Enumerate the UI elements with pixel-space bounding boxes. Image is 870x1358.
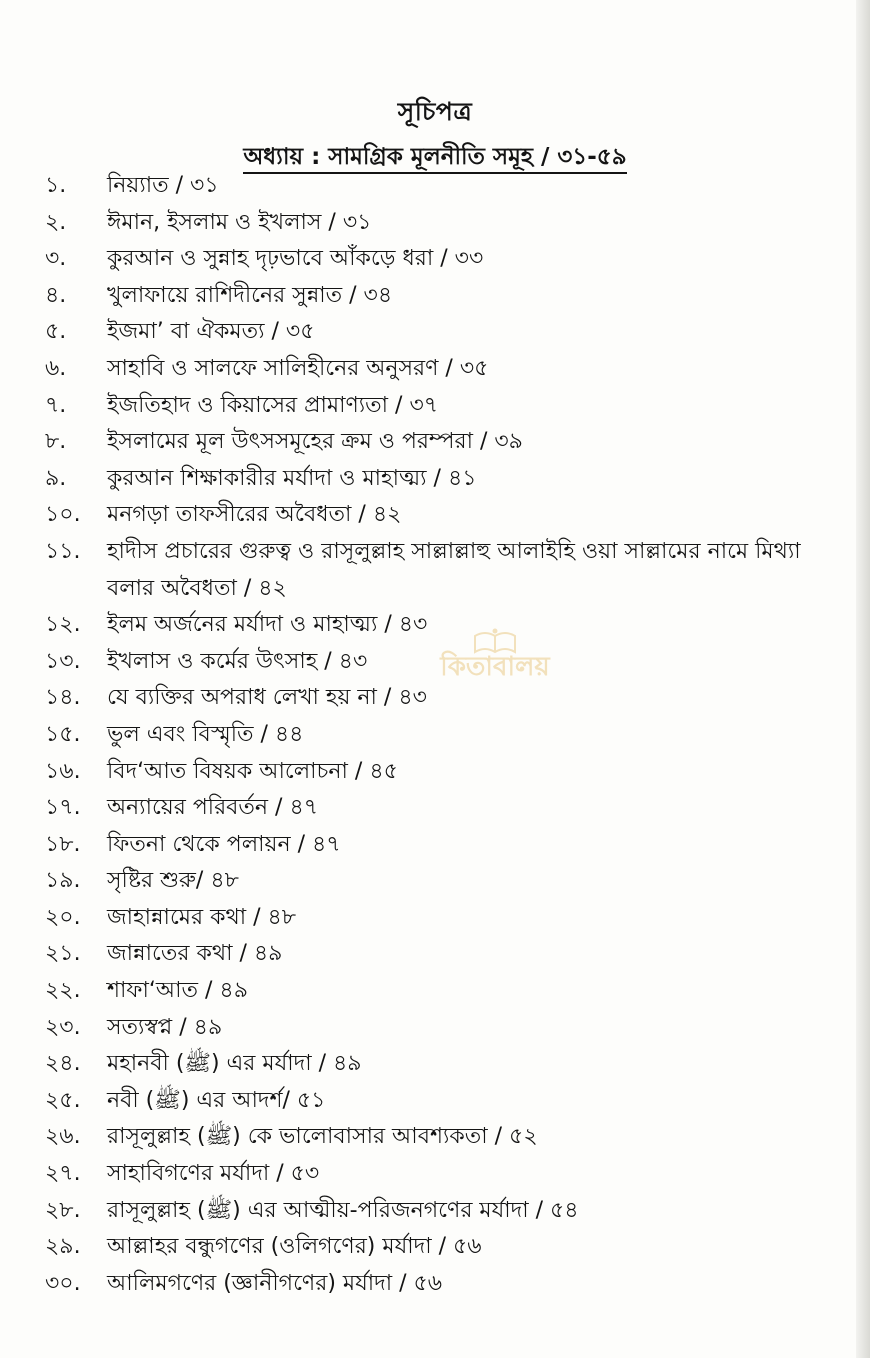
entry-title: ইখলাস ও কর্মের উৎসাহ / ৪৩ [107,648,368,674]
toc-entry [0,973,870,1010]
entry-number: ৪. [45,282,67,308]
entry-title: জাহান্নামের কথা / ৪৮ [107,904,297,930]
entry-number: ৩. [45,246,67,272]
entry-title: ইজতিহাদ ও কিয়াসের প্রামাণ্যতা / ৩৭ [107,392,439,418]
entry-title: যে ব্যক্তির অপরাধ লেখা হয় না / ৪৩ [107,685,427,711]
entry-number: ৫. [45,319,67,345]
toc-entry [0,936,870,973]
toc-entry [0,1156,870,1193]
entry-title: বিদ‘আত বিষয়ক আলোচনা / ৪৫ [107,758,398,784]
entry-number: ২৯. [45,1234,81,1260]
toc-entry [0,1119,870,1156]
entry-number: ১৪. [45,685,81,711]
toc-entry [0,241,870,278]
entry-title: মনগড়া তাফসীরের অবৈধতা / ৪২ [107,502,402,528]
entry-number: ২. [45,209,67,235]
entry-number: ২০. [45,904,81,930]
toc-entry [0,1229,870,1266]
entry-number: ১৬. [45,758,81,784]
toc-entry [0,278,870,315]
toc-entry [0,497,870,534]
entry-number: ১. [45,173,67,198]
entry-title: রাসূলুল্লাহ (ﷺ) এর আত্মীয়-পরিজনগণের মর্যাদা / ৫৪ [107,1197,579,1223]
entry-title: ভুল এবং বিস্মৃতি / ৪৪ [107,721,304,747]
toc-entry [0,1083,870,1120]
entry-number: ৯. [45,465,67,491]
entry-number: ২৫. [45,1087,81,1113]
toc-entry [0,790,870,827]
entry-title: শাফা‘আত / ৪৯ [107,978,248,1004]
toc-entry [0,1266,870,1303]
entry-title: নবী (ﷺ) এর আদর্শ/ ৫১ [107,1087,326,1113]
entry-number: ২৮. [45,1197,81,1223]
watermark-text: কিতাবালয় [440,652,550,682]
entry-title: ফিতনা থেকে পলায়ন / ৪৭ [107,831,341,857]
toc-entry [0,827,870,864]
toc-entry [0,351,870,388]
table-of-contents [0,168,870,1302]
toc-entry [0,863,870,900]
entry-title: রাসূলুল্লাহ (ﷺ) কে ভালোবাসার আবশ্যকতা / ৫২ [107,1124,538,1150]
entry-title: ইজমা’ বা ঐকমত্য / ৩৫ [107,319,315,345]
entry-title: জান্নাতের কথা / ৪৯ [107,941,283,967]
entry-title: আলিমগণের (জ্ঞানীগণের) মর্যাদা / ৫৬ [107,1270,443,1296]
entry-number: ১৫. [45,721,81,747]
entry-number: ৩০. [45,1270,81,1296]
entry-title: সাহাবিগণের মর্যাদা / ৫৩ [107,1161,320,1187]
entry-title: ইসলামের মূল উৎসসমূহের ক্রম ও পরম্পরা / ৩৯ [107,429,523,455]
entry-title: অন্যায়ের পরিবর্তন / ৪৭ [107,795,319,821]
entry-title: ঈমান, ইসলাম ও ইখলাস / ৩১ [107,209,372,235]
entry-title: ইলম অর্জনের মর্যাদা ও মাহাত্ম্য / ৪৩ [107,612,428,638]
entry-title: কুরআন শিক্ষাকারীর মর্যাদা ও মাহাত্ম্য / ৪১ [107,465,477,491]
toc-entry [0,900,870,937]
entry-number: ১০. [45,502,81,528]
toc-entry [0,388,870,425]
entry-number: ২৭. [45,1161,81,1187]
entry-number: ১১. [45,538,81,564]
watermark-logo [405,628,585,682]
toc-entry [0,461,870,498]
entry-title: সৃষ্টির শুরু/ ৪৮ [107,868,239,894]
toc-entry [0,1193,870,1230]
entry-title: কুরআন ও সুন্নাহ দৃঢ়ভাবে আঁকড়ে ধরা / ৩৩ [107,246,484,272]
entry-number: ১৭. [45,795,81,821]
toc-entry [0,717,870,754]
entry-number: ১৮. [45,831,81,857]
entry-title: নিয়্যাত / ৩১ [107,173,219,198]
entry-number: ৬. [45,355,67,381]
entry-title: সাহাবি ও সালফে সালিহীনের অনুসরণ / ৩৫ [107,355,489,381]
entry-number: ২৬. [45,1124,81,1150]
toc-entry [0,754,870,791]
entry-title: হাদীস প্রচারের গুরুত্ব ও রাসূলুল্লাহ সাল্লাল্লাহু আলাইহি ওয়া সাল্লামের নামে মিথ্যা বলার অবৈধতা / ৪২ [107,538,801,601]
entry-number: ১২. [45,612,81,638]
entry-number: ৭. [45,392,67,418]
toc-entry [0,205,870,242]
toc-entry [0,1046,870,1083]
toc-entry [0,534,870,607]
toc-entry [0,424,870,461]
toc-entry [0,1010,870,1047]
entry-title: আল্লাহর বন্ধুগণের (ওলিগণের) মর্যাদা / ৫৬ [107,1234,482,1260]
entry-title: সত্যস্বপ্ন / ৪৯ [107,1014,223,1040]
page-title: সূচিপত্র [397,97,473,126]
entry-title: মহানবী (ﷺ) এর মর্যাদা / ৪৯ [107,1051,362,1077]
entry-number: ২৩. [45,1014,81,1040]
entry-title: খুলাফায়ে রাশিদীনের সুন্নাত / ৩৪ [107,282,393,308]
entry-number: ১৩. [45,648,81,674]
entry-number: ২১. [45,941,81,967]
entry-number: ২২. [45,978,81,1004]
entry-number: ১৯. [45,868,81,894]
toc-entry [0,314,870,351]
entry-number: ৮. [45,429,67,455]
entry-number: ২৪. [45,1051,81,1077]
chapter-heading-text: অধ্যায় : সামগ্রিক মূলনীতি সমূহ / ৩১-৫৯ [243,144,626,174]
toc-entry [0,168,870,205]
